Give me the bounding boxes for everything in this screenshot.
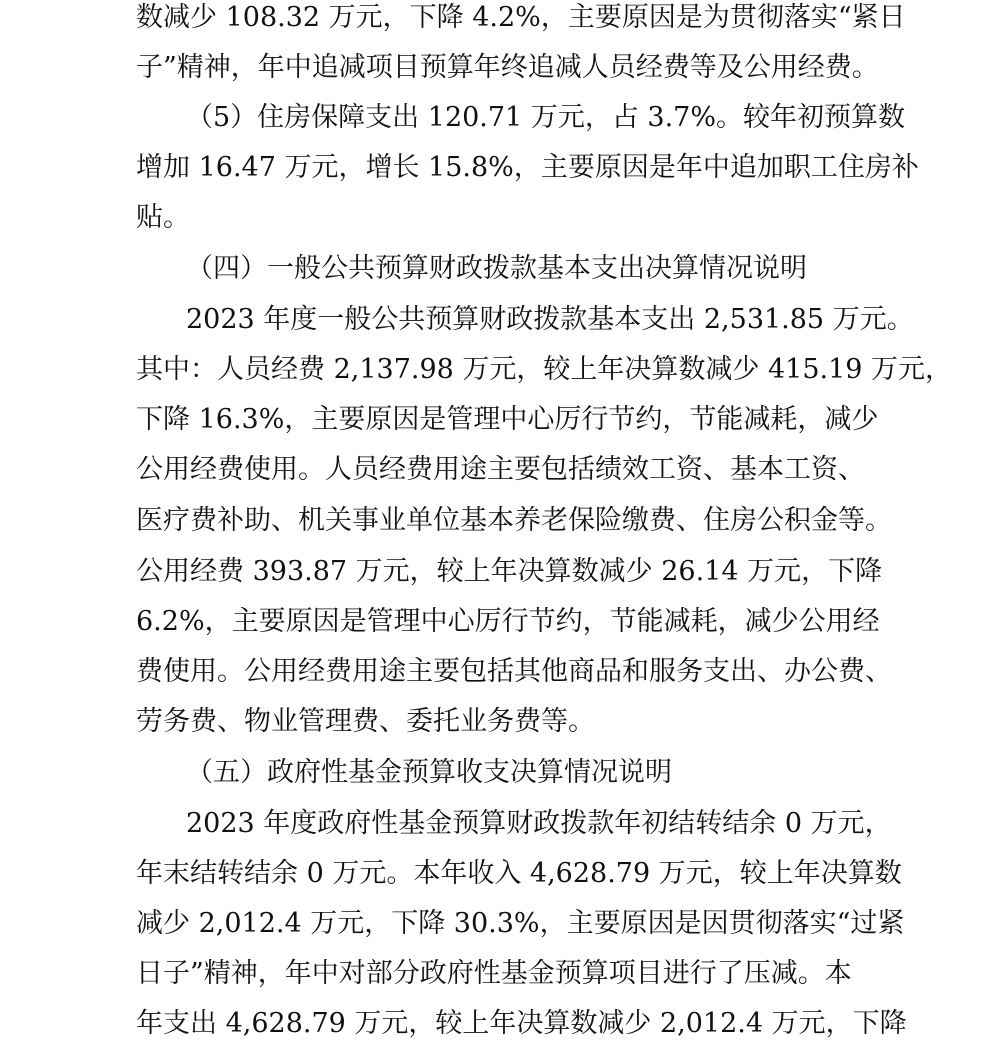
body-text-line: 贴。 — [136, 202, 190, 233]
body-text-line: 减少 2,012.4 万元，下降 30.3%，主要原因是因贯彻落实“过紧 — [136, 908, 905, 939]
body-text-line: 日子”精神，年中对部分政府性基金预算项目进行了压减。本 — [136, 958, 852, 989]
section-heading-5: （五）政府性基金预算收支决算情况说明 — [186, 757, 672, 788]
body-text-line: 增加 16.47 万元，增长 15.8%，主要原因是年中追加职工住房补 — [136, 152, 919, 183]
body-text-line: 下降 16.3%，主要原因是管理中心厉行节约，节能减耗，减少 — [136, 404, 879, 435]
body-text-line: 医疗费补助、机关事业单位基本养老保险缴费、住房公积金等。 — [136, 505, 892, 536]
body-text-line: 其中：人员经费 2,137.98 万元，较上年决算数减少 415.19 万元， — [136, 354, 953, 385]
paragraph-start-line: 2023 年度政府性基金预算财政拨款年初结转结余 0 万元， — [186, 808, 892, 839]
body-text-line: 公用经费 393.87 万元，较上年决算数减少 26.14 万元，下降 — [136, 556, 883, 587]
body-text-line: 年支出 4,628.79 万元，较上年决算数减少 2,012.4 万元，下降 — [136, 1008, 907, 1039]
body-text-line: 公用经费使用。人员经费用途主要包括绩效工资、基本工资、 — [136, 454, 865, 485]
body-text-line: 子”精神，年中追减项目预算年终追减人员经费等及公用经费。 — [136, 52, 879, 83]
paragraph-start-line: （5）住房保障支出 120.71 万元，占 3.7%。较年初预算数 — [186, 102, 905, 133]
body-text-line: 6.2%，主要原因是管理中心厉行节约，节能减耗，减少公用经 — [136, 606, 880, 637]
body-text-line: 费使用。公用经费用途主要包括其他商品和服务支出、办公费、 — [136, 656, 892, 687]
body-text-line: 年末结转结余 0 万元。本年收入 4,628.79 万元，较上年决算数 — [136, 858, 902, 889]
section-heading-4: （四）一般公共预算财政拨款基本支出决算情况说明 — [186, 253, 807, 284]
body-text-line: 劳务费、物业管理费、委托业务费等。 — [136, 706, 595, 737]
body-text-line: 数减少 108.32 万元，下降 4.2%，主要原因是为贯彻落实“紧日 — [136, 2, 906, 33]
paragraph-start-line: 2023 年度一般公共预算财政拨款基本支出 2,531.85 万元。 — [186, 304, 914, 335]
